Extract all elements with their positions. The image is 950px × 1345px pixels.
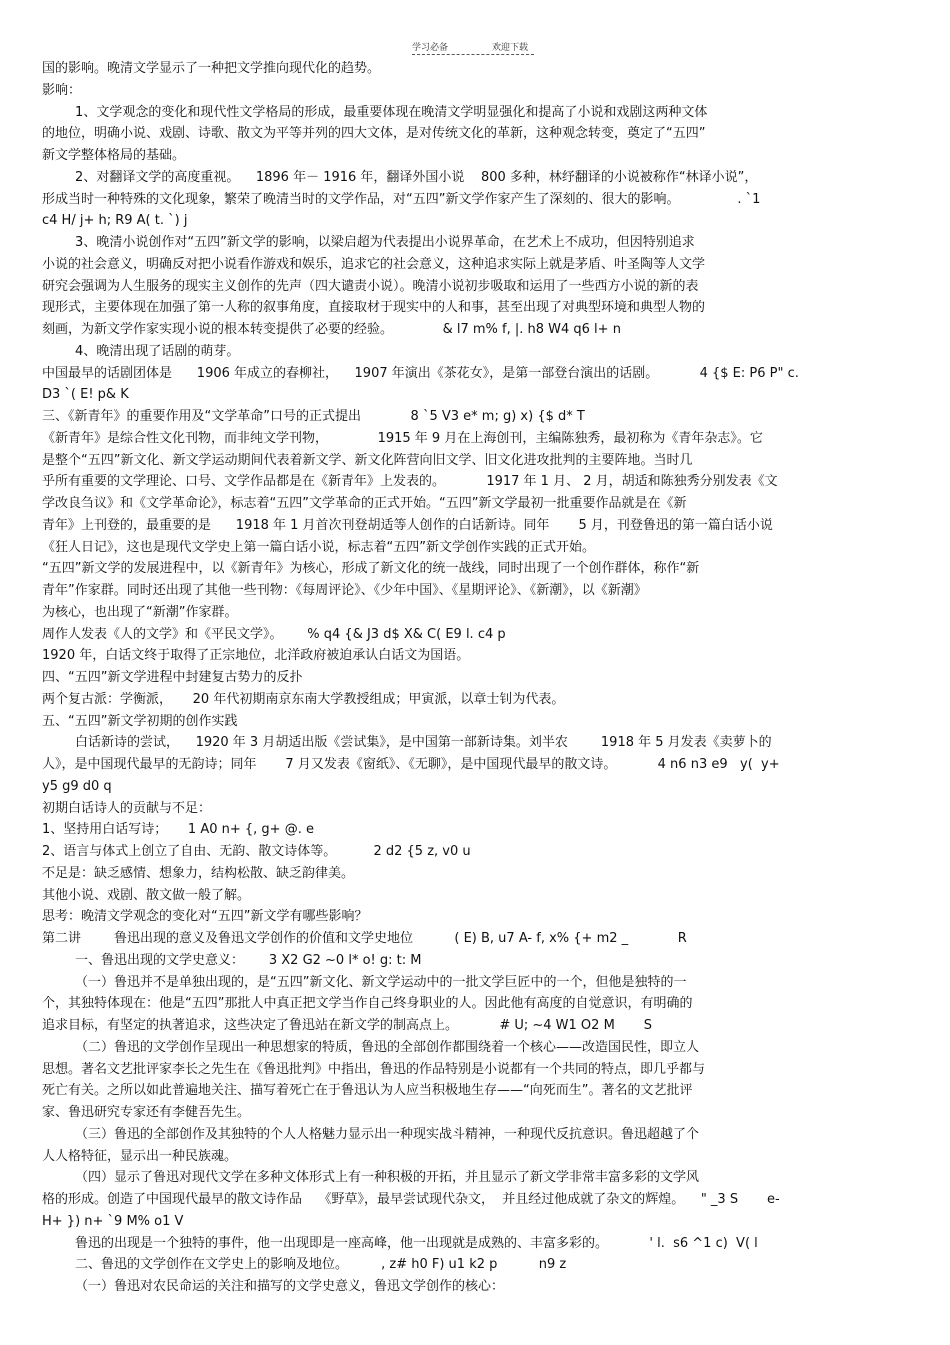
text-line: 影响： [42,82,82,98]
header-left: 学习必备 [412,43,449,53]
text-line: 四、“五四”新文学进程中封建复古势力的反扑 [42,670,303,685]
text-line: （四）显示了鲁迅对现代文学在多种文体形式上有一种积极的开拓，并且显示了新文学非常丰富多彩的文学风 [42,1170,700,1186]
text-line: 追求目标，有坚定的执著追求，这些决定了鲁迅站在新文学的制高点上。 # U; ~4 W1 O2 M S [42,1018,652,1033]
text-line: 初期白话诗人的贡献与不足： [42,800,212,816]
text-line: 思考：晚清文学观念的变化对“五四”新文学有哪些影响？ [42,909,368,925]
text-line: 《新青年》是综合性文化刊物，而非纯文学刊物， 1915 年 9 月在上海创刊，主编陈独秀，最初称为《青年杂志》。它 [42,430,763,446]
text-line: 个，其独特体现在：他是“五四”那批人中真正把文学当作自己终身职业的人。因此他有高度的自觉意识，有明确的 [42,996,693,1012]
text-line: 三、《新青年》的重要作用及“文学革命”口号的正式提出 8 `5 V3 e* m; g) x) {$ d* T [42,409,585,424]
text-line: 研究会强调为人生服务的现实主义创作的先声（四大谴责小说）。晚清小说初步吸取和运用了一些西方小说的新的表 [42,278,699,294]
text-line: 1、文学观念的变化和现代性文学格局的形成，最重要体现在晚清文学明显强化和提高了小说和戏剧这两种文体 [42,104,708,120]
text-line: 1、坚持用白话写诗； 1 A0 n+ {, g+ @. e [42,822,314,838]
text-line: 人》，是中国现代最早的无韵诗；同年 7 月又发表《窗纸》、《无聊》，是中国现代最早的散文诗。 4 n6 n3 e9 y( y+ [42,757,780,772]
text-line: 2、语言与体式上创立了自由、无韵、散文诗体等。 2 d2 {5 z, v0 u [42,844,471,859]
page-header [412,40,534,55]
text-line: 一、鲁迅出现的文学史意义： 3 X2 G2 ~0 l* o! g: t: M [42,952,422,968]
text-line: 4、晚清出现了话剧的萌芽。 [42,343,240,359]
text-line: H+ }) n+ `9 M% o1 V [42,1213,184,1229]
text-line: 为核心，也出现了“新潮”作家群。 [42,604,238,620]
text-line: 周作人发表《人的文学》和《平民文学》。 % q4 {& J3 d$ X& C( E9 l. c4 p [42,626,506,642]
text-line: 1920 年，白话文终于取得了正宗地位，北洋政府被迫承认白话文为国语。 [42,648,470,664]
text-line: 新文学整体格局的基础。 [42,148,186,163]
text-line: 刻画，为新文学作家实现小说的根本转变提供了必要的经验。 & l7 m% f, |. h8 W4 q6 l+ n [42,322,621,337]
text-line: 3、晚清小说创作对“五四”新文学的影响，以梁启超为代表提出小说界革命，在艺术上不成功，但因特别追求 [42,235,695,250]
text-line: 《狂人日记》，这也是现代文学史上第一篇白话小说，标志着“五四”新文学创作实践的正式开始。 [42,539,595,555]
text-line: 五、“五四”新文学初期的创作实践 [42,713,238,729]
text-line: 思想。著名文艺批评家李长之先生在《鲁迅批判》中指出，鲁迅的作品特别是小说都有一个共同的特点，即几乎都与 [42,1061,706,1077]
text-line: 不足是：缺乏感情、想象力，结构松散、缺乏韵律美。 [42,865,355,881]
text-line: y5 g9 d0 q [42,778,112,794]
text-line: 人人格特征，显示出一种民族魂。 [42,1148,238,1164]
text-line: c4 H/ j+ h; R9 A( t. `) j [42,213,188,229]
text-line: 2、对翻译文学的高度重视。 1896 年－ 1916 年，翻译外国小说 800 多种，林纾翻译的小说被称作“林译小说”， [42,169,758,185]
text-line: “五四”新文学的发展进程中，以《新青年》为核心，形成了新文化的统一战线，同时出现了一个创作群体，称作“新 [42,561,700,577]
text-line: 形成当时一种特殊的文化现象，繁荣了晚清当时的文学作品，对“五四”新文学作家产生了深刻的、很大的影响。 . `1 [42,191,761,207]
text-line: 小说的社会意义，明确反对把小说看作游戏和娱乐，追求它的社会意义，这种追求实际上就是茅盾、叶圣陶等人文学 [42,256,706,272]
text-line: （一）鲁迅并不是单独出现的，是“五四”新文化、新文学运动中的一批文学巨匠中的一个，但他是独特的一 [42,974,687,990]
text-line: 格的形成。创造了中国现代最早的散文诗作品 《野草》，最早尝试现代杂文， 并且经过他成就了杂文的辉煌。 " _3 S e- [42,1192,780,1207]
text-line: 两个复古派：学衡派， 20 年代初期南京东南大学教授组成；甲寅派，以章士钊为代表。 [42,691,565,707]
text-line: 家、鲁迅研究专家还有李健吾先生。 [42,1105,251,1120]
text-line: D3 `( E! p& K [42,387,129,403]
text-line: （二）鲁迅的文学创作呈现出一种思想家的特质，鲁迅的全部创作都围绕着一个核心——改造国民性，即立人 [42,1039,700,1055]
text-line: 国的影响。晚清文学显示了一种把文学推向现代化的趋势。 [42,61,381,76]
text-line: 白话新诗的尝试， 1920 年 3 月胡适出版《尝试集》，是中国第一部新诗集。刘半农 1918 年 5 月发表《卖萝卜的 [42,735,772,751]
text-line: 第二讲 鲁迅出现的意义及鲁迅文学创作的价值和文学史地位 ( E) B, u7 A- f, x% {+ m2 _ R [42,931,687,946]
text-line: （三）鲁迅的全部创作及其独特的个人人格魅力显示出一种现实战斗精神，一种现代反抗意识。鲁迅超越了个 [42,1126,700,1142]
text-line: 是整个“五四”新文化、新文学运动期间代表着新文学、新文化阵营向旧文学、旧文化进攻批判的主要阵地。当时几 [42,452,693,468]
text-line: 二、鲁迅的文学创作在文学史上的影响及地位。 , z# h0 F) u1 k2 p n9 z [42,1257,567,1273]
text-line: 现形式，主要体现在加强了第一人称的叙事角度，直接取材于现实中的人和事，甚至出现了对典型环境和典型人物的 [42,300,706,316]
text-line: 乎所有重要的文学理论、口号、文学作品都是在《新青年》上发表的。 1917 年 1 月、 2 月，胡适和陈独秀分别发表《文 [42,474,778,490]
text-line: （一）鲁迅对农民命运的关注和描写的文学史意义，鲁迅文学创作的核心： [42,1279,505,1294]
header-right: 欢迎下载 [492,43,529,53]
text-line: 青年”作家群。同时还出现了其他一些刊物：《每周评论》、《少年中国》、《星期评论》、《新潮》，以《新潮》 [42,583,647,598]
text-line: 鲁迅的出现是一个独特的事件，他一出现即是一座高峰，他一出现就是成熟的、丰富多彩的。 ' l. s6 ^1 c) V( l [42,1235,758,1251]
text-line: 青年》上刊登的，最重要的是 1918 年 1 月首次刊登胡适等人创作的白话新诗。同年 5 月，刊登鲁迅的第一篇白话小说 [42,517,773,533]
text-line: 其他小说、戏剧、散文做一般了解。 [42,887,251,903]
document-body [42,58,908,1298]
text-line: 学改良刍议》和《文学革命论》，标志着“五四”文学革命的正式开始。“五四”新文学最初一批重要作品就是在《新 [42,496,687,511]
text-line: 死亡有关。之所以如此普遍地关注、描写着死亡在于鲁迅认为人应当积极地生存——“向死而生”。著名的文艺批评 [42,1083,693,1099]
text-line: 的地位，明确小说、戏剧、诗歌、散文为平等并列的四大文体，是对传统文化的革新，这种观念转变，奠定了“五四” [42,126,706,142]
text-line: 中国最早的话剧团体是 1906 年成立的春柳社， 1907 年演出《茶花女》，是第一部登台演出的话剧。 4 {$ E: P6 P" c. [42,365,799,381]
